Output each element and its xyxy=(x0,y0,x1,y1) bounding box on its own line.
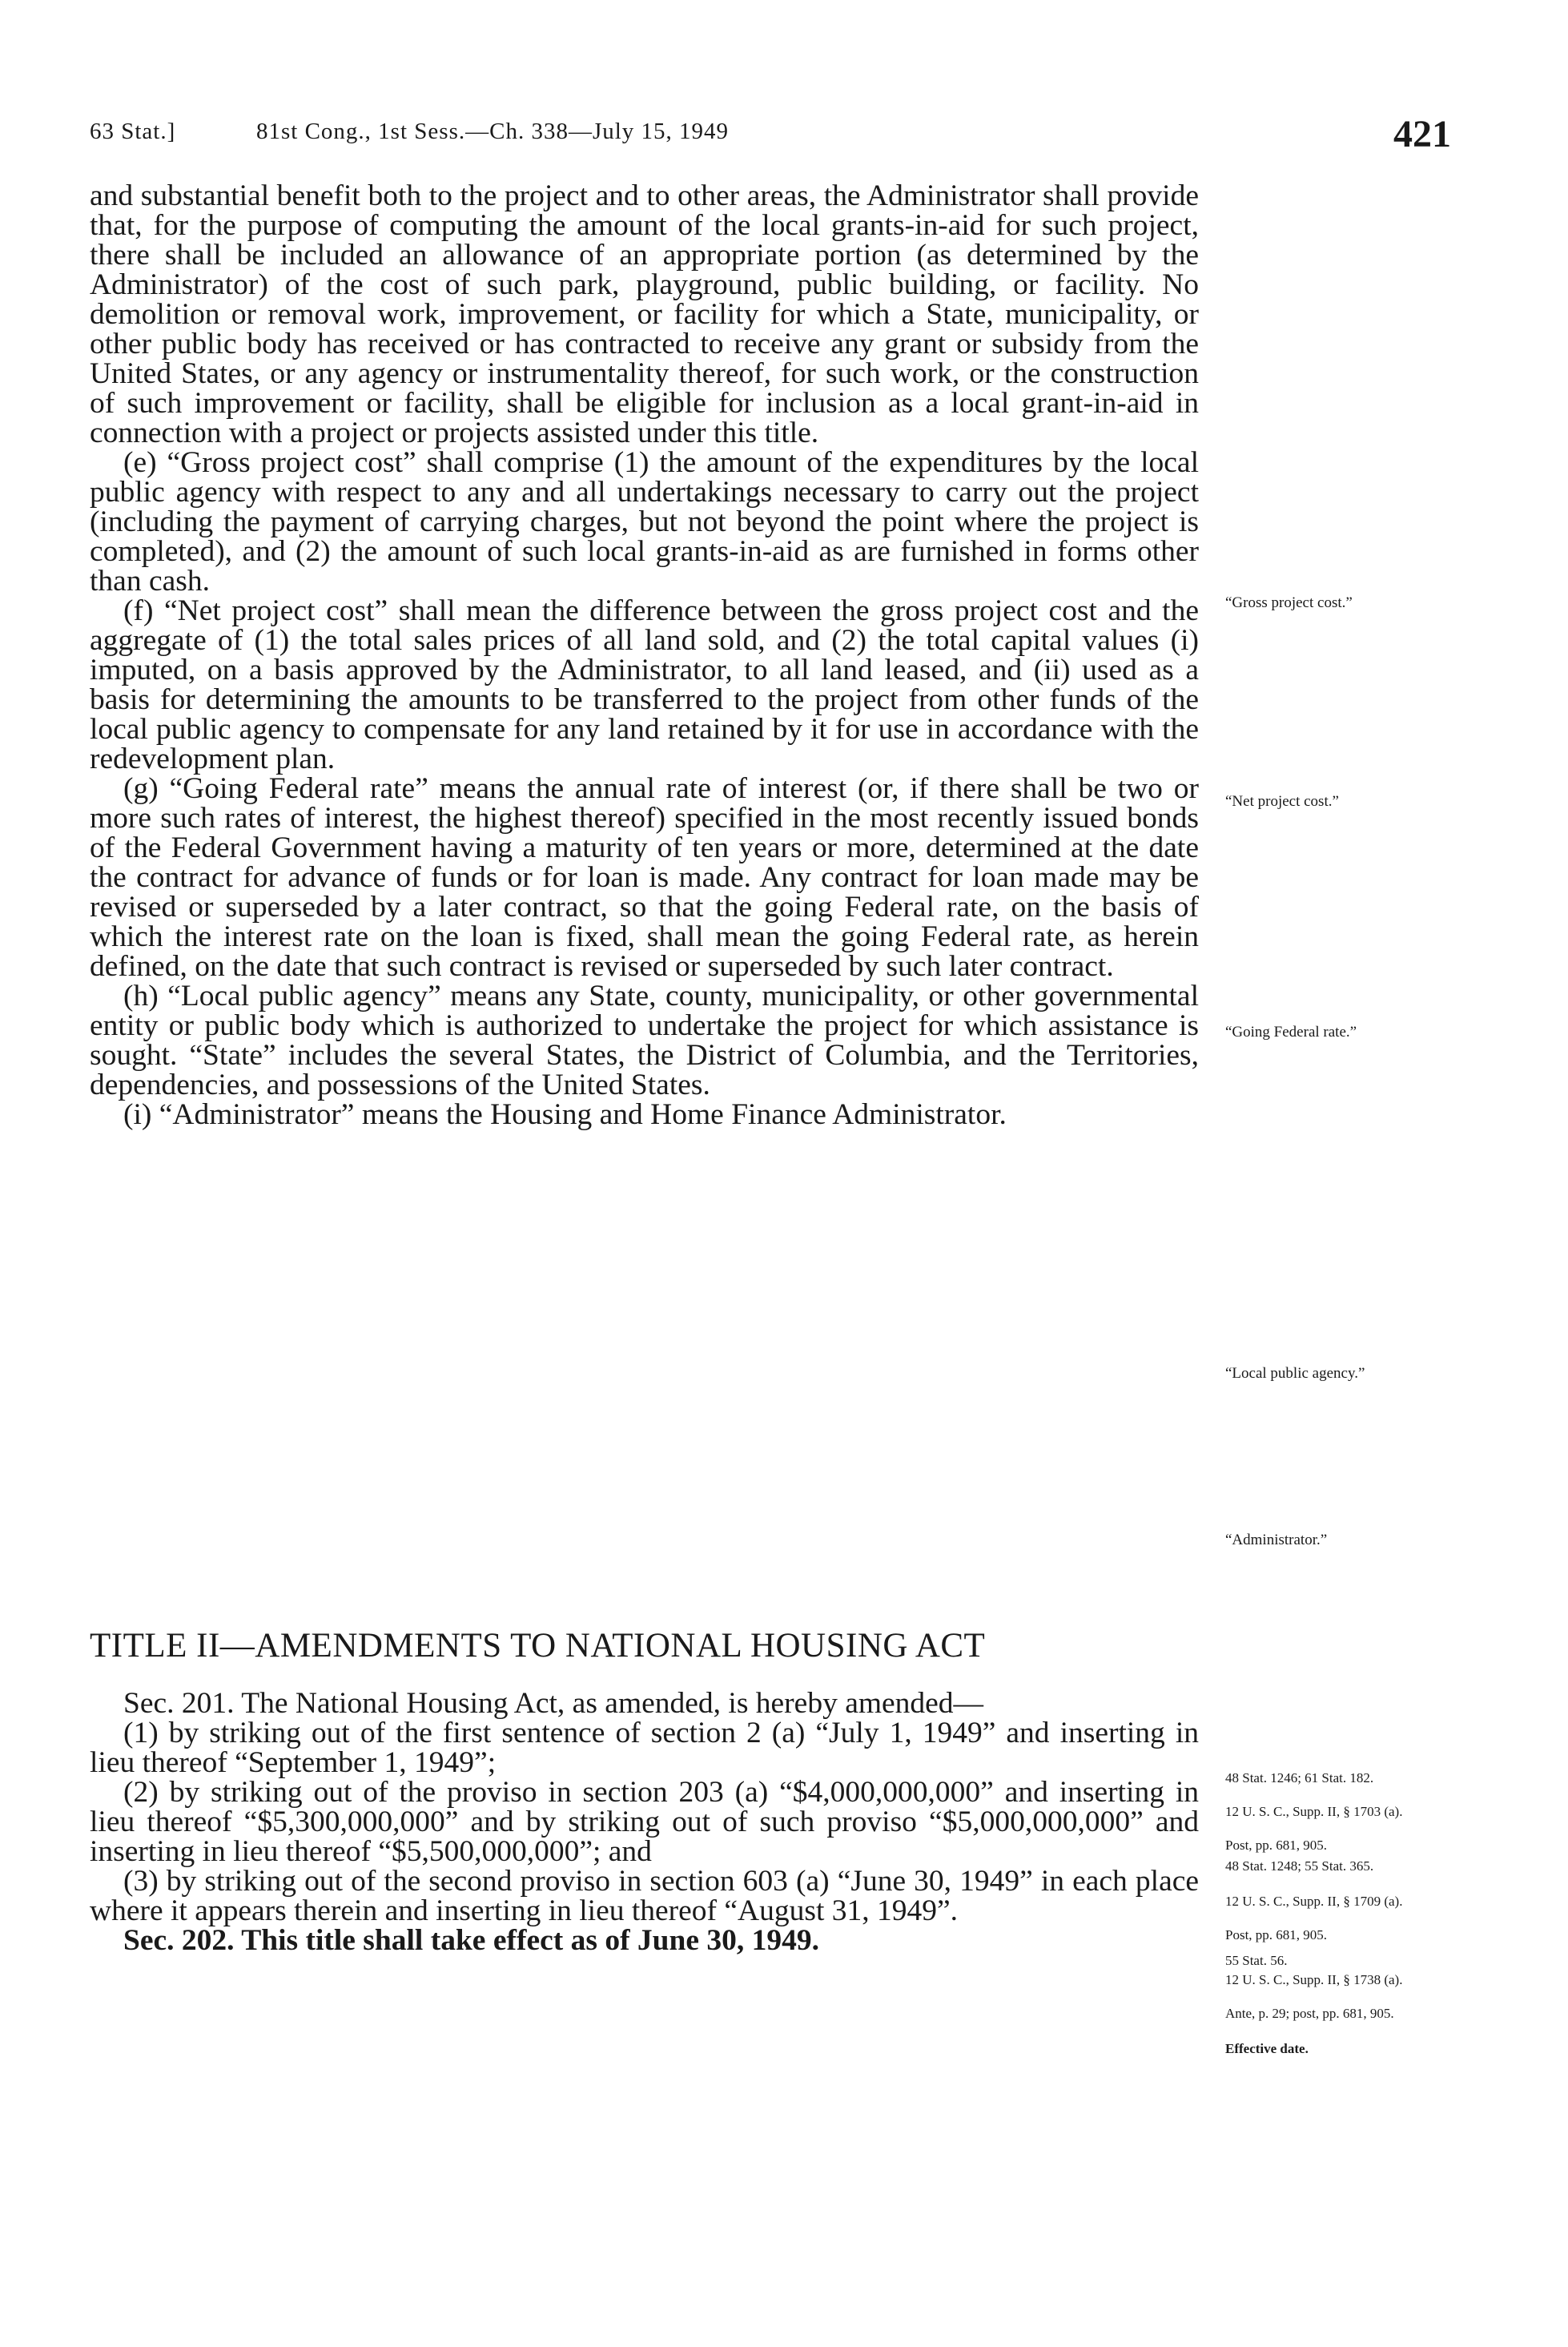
note-gross-project-cost: “Gross project cost.” xyxy=(1225,594,1353,611)
amendment-item-3: (3) by striking out of the second proviso in section 603 (a) “June 30, 1949” in each place where it appears therein and inserting in lieu thereof “August 31, 1949”. xyxy=(90,1865,1199,1927)
note-going-federal-rate: “Going Federal rate.” xyxy=(1225,1024,1357,1041)
amendment-item-1: (1) by striking out of the first sentence of section 2 (a) “July 1, 1949” and inserting in lieu thereof “September 1, 1949”; xyxy=(90,1717,1199,1779)
note-ref-48-stat-1246: 48 Stat. 1246; 61 Stat. 182. xyxy=(1225,1770,1374,1785)
note-ref-ante: Ante, p. 29; post, pp. 681, 905. xyxy=(1225,2006,1394,2021)
note-ref-usc-1703: 12 U. S. C., Supp. II, § 1703 (a). xyxy=(1225,1804,1403,1819)
note-ref-post-2: Post, pp. 681, 905. xyxy=(1225,1927,1328,1942)
note-effective-date: Effective date. xyxy=(1225,2041,1309,2056)
paragraph-i: (i) “Administrator” means the Housing and Home Finance Administrator. xyxy=(123,1098,1007,1131)
note-administrator: “Administrator.” xyxy=(1225,1532,1328,1548)
note-ref-post-1: Post, pp. 681, 905. xyxy=(1225,1838,1328,1853)
paragraph-g: (g) “Going Federal rate” means the annual rate of interest (or, if there shall be two or more such rates of interest, the highest thereof) specified in the most recently issued bonds of the Federal Government having a maturity of ten years or more, determined at the date the contract for advance of funds or for loan is made. Any contract for loan made may be revised or superseded by a later contract, so that the going Federal rate, on the basis of which the interest rate on the loan is fixed, shall mean the going Federal rate, as herein defined, on the date that such contract is revised or superseded by such later contract. xyxy=(90,772,1199,983)
paragraph-e: (e) “Gross project cost” shall comprise (1) the amount of the expenditures by the local public agency with respect to any and all undertakings necessary to carry out the project (including the payment of carrying charges, but not beyond the point where the project is completed), and (2) the amount of such local grants-in-aid as are furnished in forms other than cash. xyxy=(90,446,1199,598)
main-text-lower xyxy=(90,1689,1199,1955)
note-net-project-cost: “Net project cost.” xyxy=(1225,793,1339,810)
main-text-upper xyxy=(90,181,1199,1129)
page-number: 421 xyxy=(1393,113,1451,155)
chapter-reference: 81st Cong., 1st Sess.—Ch. 338—July 15, 1949 xyxy=(256,119,730,144)
note-ref-55-stat-56: 55 Stat. 56. xyxy=(1225,1953,1288,1968)
paragraph-f: (f) “Net project cost” shall mean the difference between the gross project cost and the aggregate of (1) the total sales prices of all land sold, and (2) the total capital values (i) imputed, on a basis approved by the Administrator, to all land leased, and (ii) used as a basis for determining the amounts to be transferred to the project from other funds of the local public agency to compensate for any land retained by it for use in accordance with the redevelopment plan. xyxy=(90,594,1199,775)
paragraph-continuation: and substantial benefit both to the project and to other areas, the Administrator shall provide that, for the purpose of computing the amount of the local grants-in-aid for such project, there shall be included an allowance of an appropriate portion (as determined by the Administrator) of the cost of such park, playground, public building, or facility. No demolition or removal work, improvement, or facility for which a State, municipality, or other public body has received or has contracted to receive any grant or subsidy from the United States, or any agency or instrumentality thereof, for such work, or the construction of such improvement or facility, shall be eligible for inclusion as a local grant-in-aid in connection with a project or projects assisted under this title. xyxy=(90,179,1199,449)
amendment-item-2: (2) by striking out of the proviso in section 203 (a) “$4,000,000,000” and inserting in lieu thereof “$5,300,000,000” and by striking out of such proviso “$5,000,000,000” and inserting in lieu thereof “$5,500,000,000”; and xyxy=(90,1776,1199,1868)
paragraph-h: (h) “Local public agency” means any State, county, municipality, or other governmental entity or public body which is authorized to undertake the project for which assistance is sought. “State” includes the several States, the District of Columbia, and the Territories, dependencies, and possessions of the United States. xyxy=(90,980,1199,1101)
running-header xyxy=(90,112,1451,160)
section-202: Sec. 202. This title shall take effect as of June 30, 1949. xyxy=(123,1924,820,1957)
section-201: Sec. 201. The National Housing Act, as amended, is hereby amended— xyxy=(123,1687,984,1720)
note-ref-usc-1709: 12 U. S. C., Supp. II, § 1709 (a). xyxy=(1225,1894,1403,1909)
title-ii-heading: TITLE II—AMENDMENTS TO NATIONAL HOUSING ACT xyxy=(90,1627,986,1665)
note-ref-usc-1738: 12 U. S. C., Supp. II, § 1738 (a). xyxy=(1225,1972,1403,1987)
note-ref-48-stat-1248: 48 Stat. 1248; 55 Stat. 365. xyxy=(1225,1858,1374,1874)
volume-reference: 63 Stat.] xyxy=(90,119,176,144)
note-local-public-agency: “Local public agency.” xyxy=(1225,1365,1365,1382)
